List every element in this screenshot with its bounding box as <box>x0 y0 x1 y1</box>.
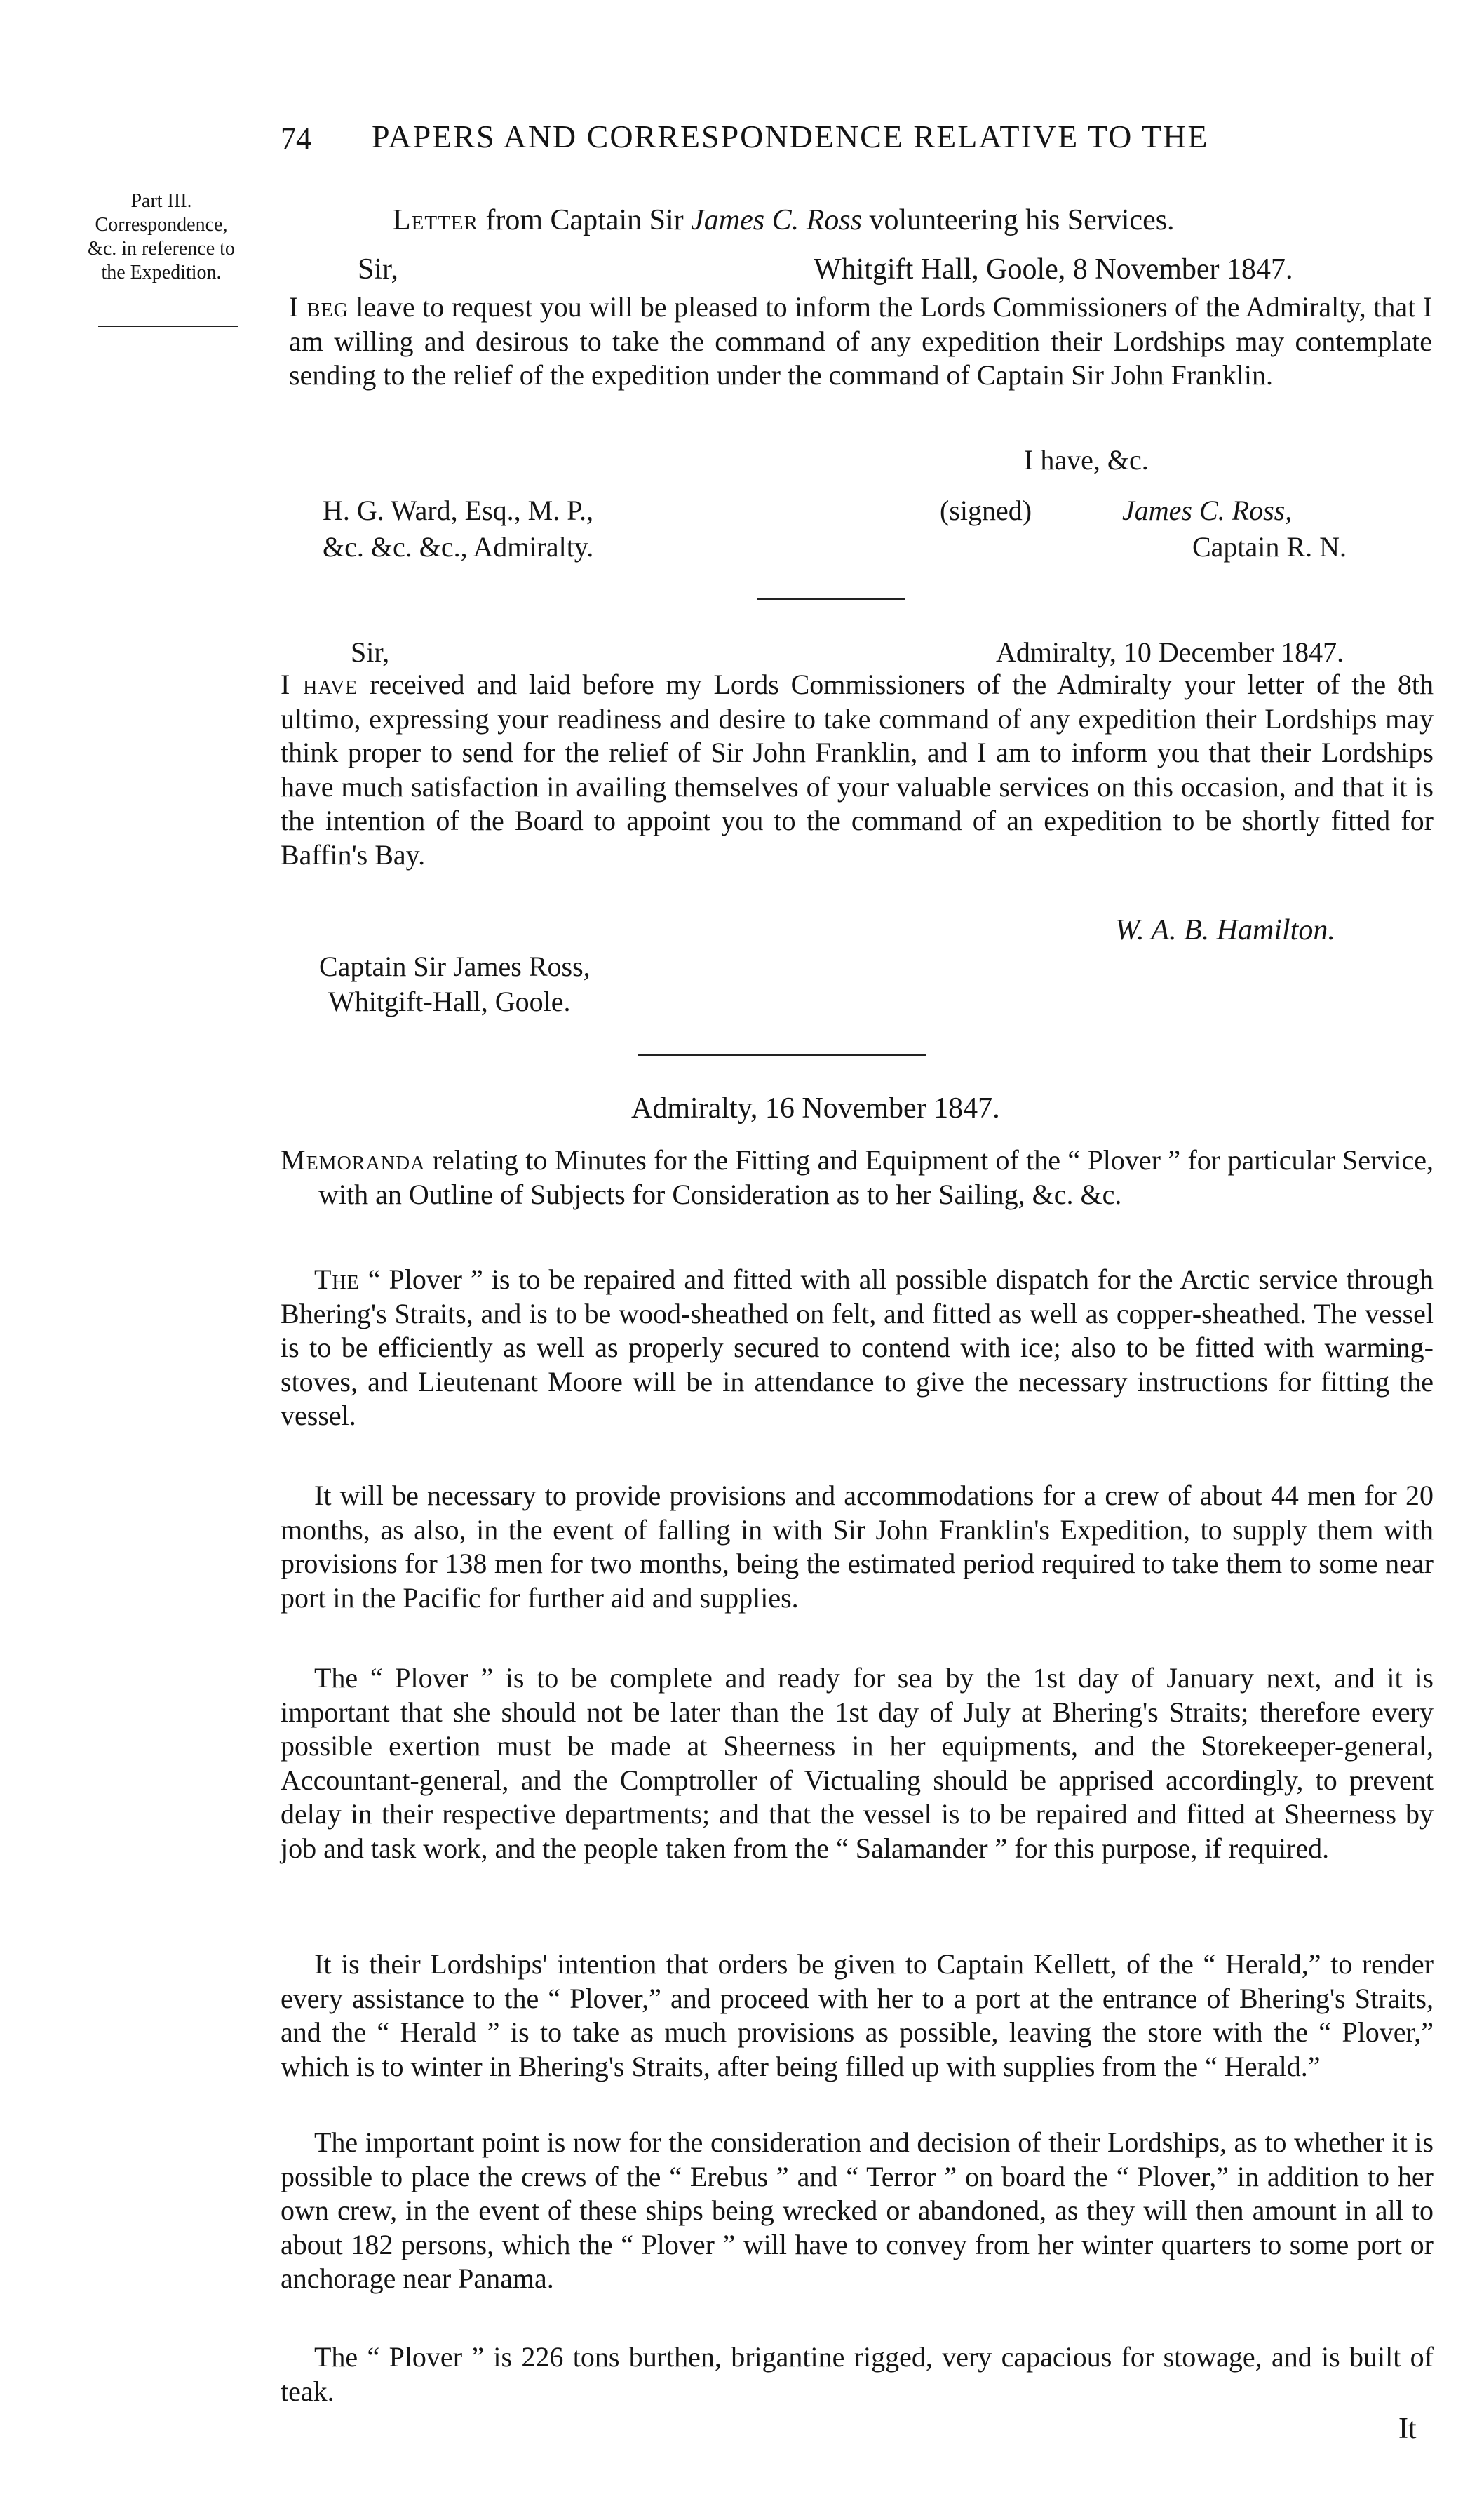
letter2-addressee-line: Whitgift-Hall, Goole. <box>328 986 571 1017</box>
memoranda-para1-lead: The <box>314 1264 360 1295</box>
letter2-body-lead: I have <box>281 669 358 700</box>
memoranda-paragraph: It will be necessary to provide provisions and accommodations for a crew of about 44 men for 20 months, as also, in the event of falling in with Sir John Franklin's Expedition, to supply them with provisions for 138 men for two months, being the estimated period required to take them to some near port in the Pacific for further aid and supplies. <box>281 1480 1434 1614</box>
margin-note-line: Part III. <box>130 190 192 212</box>
memoranda-paragraph: The important point is now for the consideration and decision of their Lordships, as to whether it is possible to place the crews of the “ Erebus ” and “ Terror ” on board the “ Plover,” in addition to her own crew, in the event of these ships being wrecked or abandoned, as they will then amount in all to about 182 persons, which the “ Plover ” will have to convey from her winter quarters to some port or anchorage near Panama. <box>281 2126 1434 2294</box>
memoranda-paragraph <box>281 1263 1434 1433</box>
margin-note-line: the Expedition. <box>101 262 222 283</box>
letter1-salutation: Sir, <box>358 253 398 286</box>
page-number: 74 <box>281 121 311 156</box>
letter2-body-text: received and laid before my Lords Commissioners of the Admiralty your letter of the 8th ultimo, expressing your readiness and desire to take command of any expedition their Lordships may think proper to send for the relief of Sir John Franklin, and I am to inform you that their Lordships have much satisfaction in availing themselves of your valuable services on this occasion, and that it is the intention of the Board to appoint you to the command of an expedition to be shortly fitted for Baffin's Bay. <box>281 669 1434 871</box>
letter2-salutation: Sir, <box>351 636 390 668</box>
memoranda-date-line: Admiralty, 16 November 1847. <box>631 1092 1000 1125</box>
margin-note-rule <box>98 326 238 327</box>
memoranda-para1-text: “ Plover ” is to be repaired and fitted with all possible dispatch for the Arctic service through Bhering's Straits, and is to be wood-sheathed on felt, and fitted as well as copper-sheathed. The vessel is to be efficiently as well as properly secured to contend with ice; also to be fitted with warming-stoves, and Lieutenant Moore will be in attendance to give the necessary instructions for fitting the vessel. <box>281 1264 1434 1431</box>
memoranda-title <box>281 1144 1434 1212</box>
letter1-heading-rest: volunteering his Services. <box>861 204 1175 236</box>
letter2-body <box>281 668 1434 872</box>
margin-note-line: Correspondence, <box>95 214 228 236</box>
letter1-body-text: leave to request you will be pleased to inform the Lords Commissioners of the Admiralty, that I am willing and desirous to take the command of any expedition their Lordships may contemplate sending to the relief of the expedition under the command of Captain Sir John Franklin. <box>289 291 1432 391</box>
letter1-body <box>289 290 1432 393</box>
letter1-heading <box>393 203 1175 237</box>
letter1-signature: James C. Ross, <box>1122 495 1293 526</box>
letter2-signature: W. A. B. Hamilton. <box>1115 914 1335 946</box>
running-title: PAPERS AND CORRESPONDENCE RELATIVE TO THE <box>372 119 1209 154</box>
letter1-heading-lead: Letter <box>393 204 478 236</box>
letter1-addressee-line: H. G. Ward, Esq., M. P., <box>323 495 594 526</box>
letter2-addressee-line: Captain Sir James Ross, <box>319 951 591 982</box>
letter1-heading-name: James C. Ross <box>691 204 862 236</box>
letter1-body-lead: I beg <box>289 291 349 323</box>
letter2-place-date: Admiralty, 10 December 1847. <box>996 636 1344 668</box>
letter1-heading-from: from Captain Sir <box>478 204 692 236</box>
memoranda-title-text: relating to Minutes for the Fitting and Equipment of the “ Plover ” for particular Service, with an Outline of Subjects for Consideration as to her Sailing, &c. &c. <box>318 1144 1434 1210</box>
letter1-rank: Captain R. N. <box>1192 531 1347 563</box>
memoranda-paragraph: The “ Plover ” is to be complete and ready for sea by the 1st day of January next, and it is important that she should not be later than the 1st day of July at Bhering's Straits; therefore every possible exertion must be made at Sheerness in her equipments, and the Storekeeper-general, Accountant-general, and the Comptroller of Victualing should be apprised accordingly, to prevent delay in their respective departments; and that the vessel is to be repaired and fitted at Sheerness by job and task work, and the people taken from the “ Salamander ” for this purpose, if required. <box>281 1662 1434 1864</box>
catchword: It <box>1398 2413 1417 2445</box>
margin-note <box>56 189 267 285</box>
letter1-closing: I have, &c. <box>1024 444 1149 476</box>
letter1-addressee-line: &c. &c. &c., Admiralty. <box>323 531 594 563</box>
section-divider <box>757 598 905 600</box>
margin-note-line: &c. in reference to <box>88 238 235 260</box>
letter1-place-date: Whitgift Hall, Goole, 8 November 1847. <box>814 253 1293 286</box>
memoranda-paragraph: It is their Lordships' intention that orders be given to Captain Kellett, of the “ Herald,” to render every assistance to the “ Plover,” and proceed with her to a port at the entrance of Bhering's Straits, and the “ Herald ” is to take as much provisions as possible, leaving the store with the “ Plover,” which is to winter in Bhering's Straits, after being filled up with supplies from the “ Herald.” <box>281 1948 1434 2082</box>
memoranda-paragraph: The “ Plover ” is 226 tons burthen, brigantine rigged, very capacious for stowage, and is built of teak. <box>281 2341 1434 2407</box>
section-divider <box>638 1054 926 1056</box>
letter1-signed: (signed) <box>940 495 1032 526</box>
memoranda-title-lead: Memoranda <box>281 1144 426 1176</box>
